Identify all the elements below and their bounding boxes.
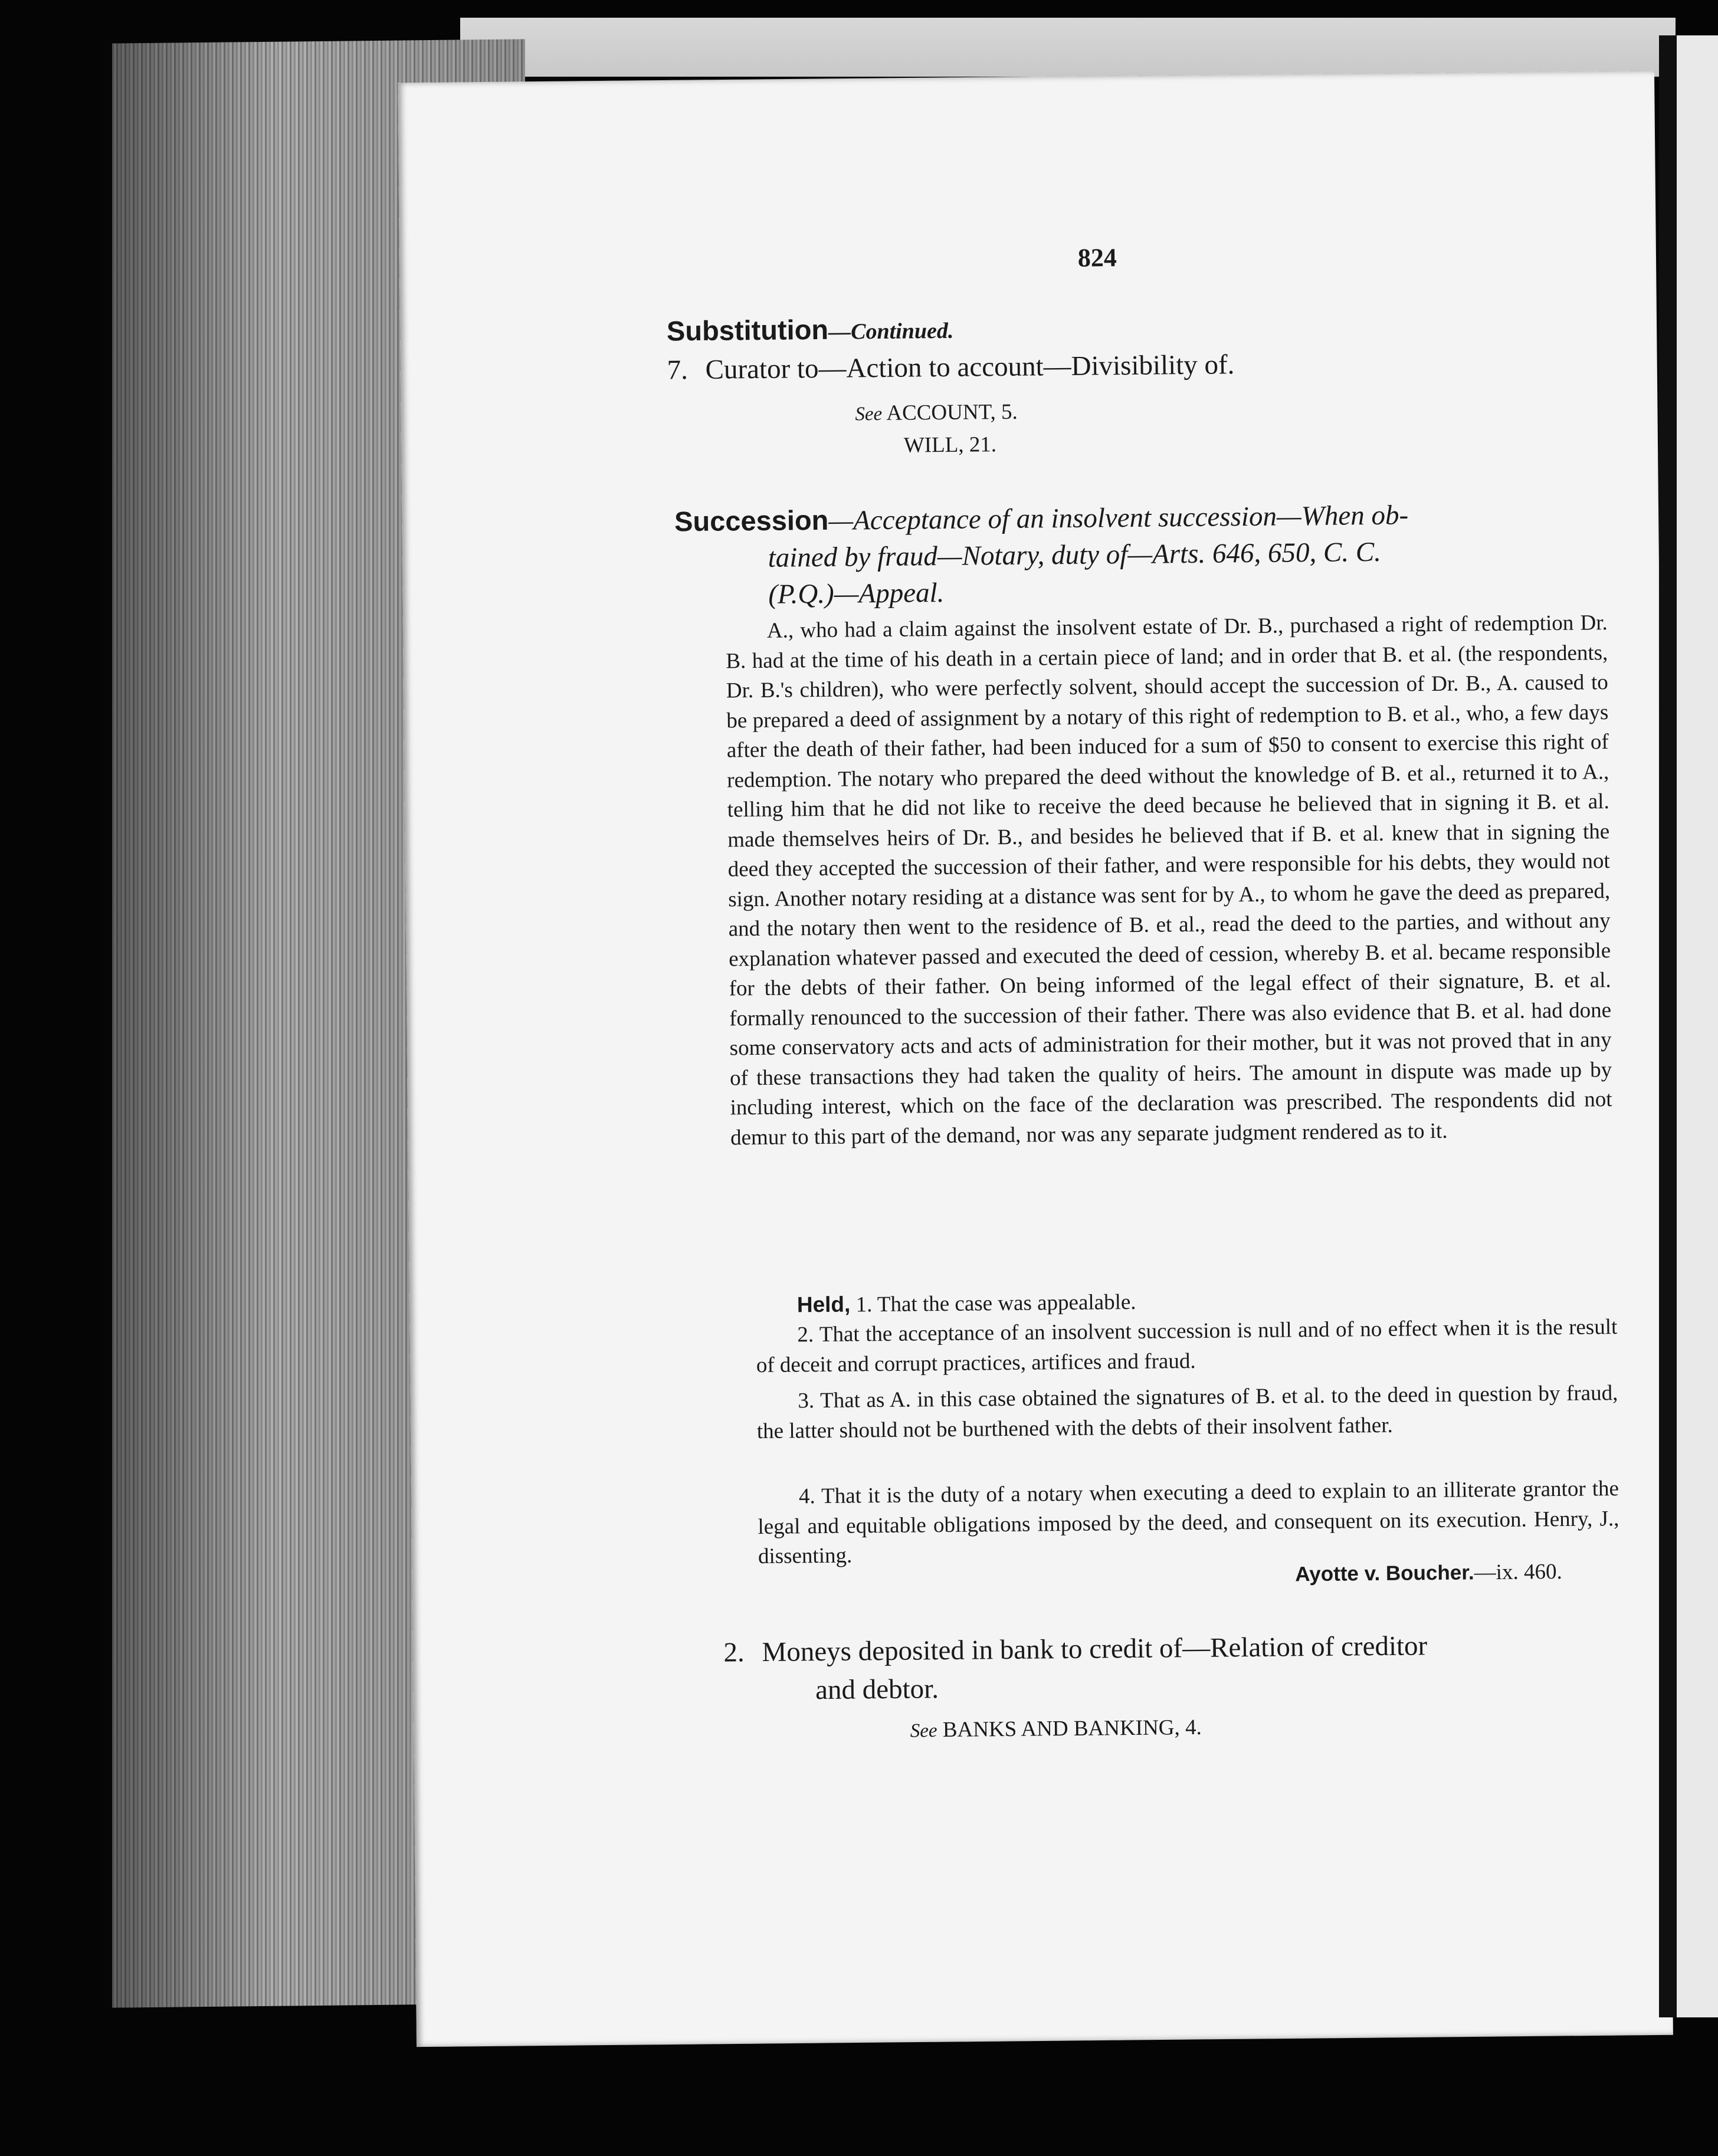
- cross-reference: ACCOUNT, 5.: [886, 399, 1018, 425]
- case-reference: —ix. 460.: [1474, 1559, 1562, 1585]
- held-label: Held,: [796, 1292, 851, 1317]
- held-item: 4. That it is the duty of a notary when executing a deed to explain to an illiterate grantor the legal and equitable obligations imposed by the deed, and consequent on its execution. Henry, J., dissenting.: [758, 1476, 1619, 1569]
- entry-text: Curator to—Action to account—Divisibility of.: [705, 349, 1235, 385]
- cross-reference: BANKS AND BANKING, 4.: [942, 1715, 1202, 1742]
- headnote-line: (P.Q.)—Appeal.: [768, 577, 945, 610]
- cross-reference: WILL, 21.: [903, 432, 997, 458]
- entry-text-continued: and debtor.: [815, 1673, 939, 1706]
- facts-paragraph: A., who had a claim against the insolvent estate of Dr. B., purchased a right of redemption Dr. B. had at the time of his death in a certain piece of land; and in order that B. et al. (the respondents, Dr. B.'s children), who were perfectly solvent, should accept the succession of Dr. B., A. caused to be prepared a deed of assignment by a notary of this right of redemption to B. et al., who, a few days after the death of their father, had been induced for a sum of $50 to consent to exercise this right of redemption. The notary who prepared the deed without the knowledge of B. et al., returned it to A., telling him that he did not like to receive the deed because he believed that in signing it B. et al. made themselves heirs of Dr. B., and besides he believed that if B. et al. knew that in signing the deed they accepted the succession of their father, and were responsible for his debts, they would not sign. Another notary residing at a distance was sent for by A., to whom he gave the deed as prepared, and the notary then went to the residence of B. et al., read the deed to the parties, and without any explanation whatever passed and executed the deed of cession, whereby B. et al. became responsible for the debts of their father. On being informed of the legal effect of their signature, B. et al. formally renounced to the succession of their father. There was also evidence that B. et al. had done some conservatory acts and acts of administration for their mother, but it was not proved that in any of these transactions they had taken the quality of heirs. The amount in dispute was made up by including interest, which on the face of the declaration was prescribed. The respondents did not demur to this part of the demand, nor was any separate judgment rendered as to it.: [726, 611, 1612, 1150]
- section-title: Substitution: [666, 313, 829, 347]
- entry-7: [667, 350, 1234, 385]
- section-continued-heading: [667, 314, 954, 349]
- headnote-line: —Acceptance of an insolvent succession—When ob-: [828, 500, 1409, 536]
- case-citation: [1295, 1557, 1562, 1589]
- see-reference-2: [910, 1713, 1202, 1746]
- entry-number: 2.: [723, 1637, 745, 1668]
- succession-title: Succession: [674, 504, 829, 537]
- entry-text: Moneys deposited in bank to credit of—Relation of creditor: [762, 1630, 1428, 1668]
- continued-label: —Continued.: [828, 318, 954, 344]
- held-text: 1. That the case was appealable.: [855, 1289, 1136, 1317]
- case-name: Ayotte v. Boucher.: [1295, 1561, 1474, 1586]
- headnote-line: tained by fraud—Notary, duty of—Arts. 646, 650, C. C.: [768, 536, 1382, 573]
- succession-headnote: [674, 500, 1409, 539]
- see-label: See: [855, 403, 883, 425]
- page-number: 824: [1077, 243, 1117, 273]
- held-item: [797, 1287, 1136, 1321]
- see-reference-1: [855, 398, 1018, 429]
- held-item: 2. That the acceptance of an insolvent succession is null and of no effect when it is the result of deceit and corrupt practices, artifices and fraud.: [756, 1315, 1618, 1377]
- entry-number: 7.: [667, 355, 688, 386]
- held-item: 3. That as A. in this case obtained the signatures of B. et al. to the deed in question by fraud, the latter should not be burthened with the debts of their insolvent father.: [756, 1381, 1618, 1443]
- entry-2: [723, 1631, 1427, 1667]
- see-label: See: [910, 1720, 937, 1742]
